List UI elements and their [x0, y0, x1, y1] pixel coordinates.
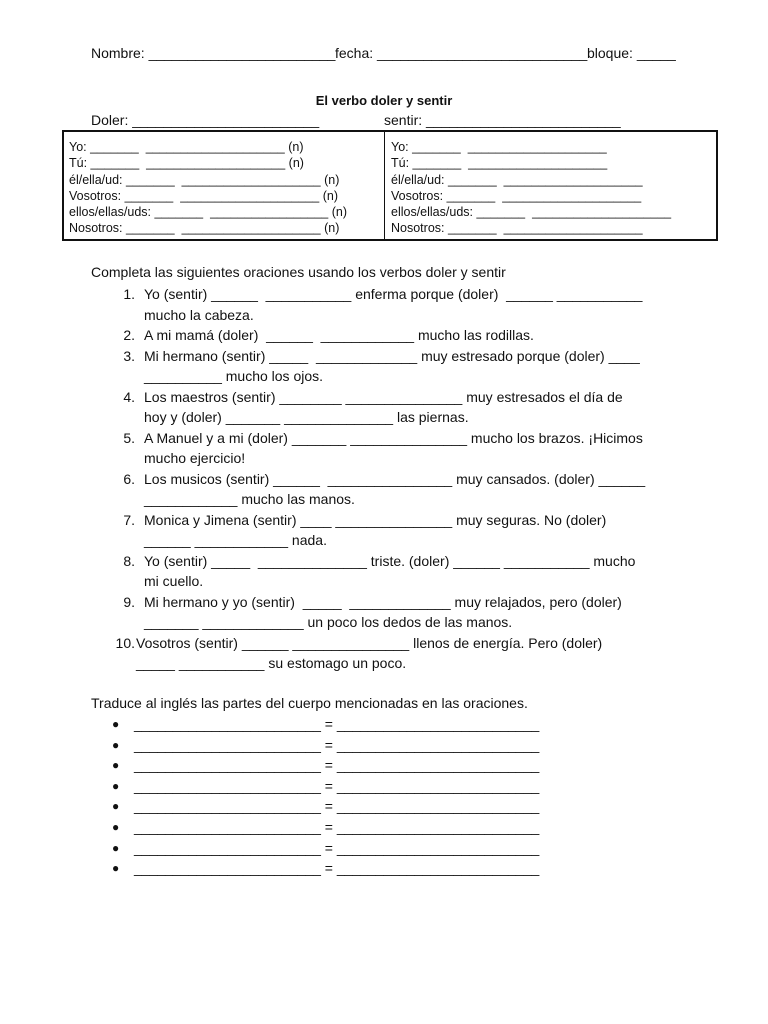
list-item: [112, 858, 539, 879]
sentence-text: Yo (sentir) ______ ___________ enferma porque (doler) ______ ___________ mucho la cabeza.: [144, 286, 643, 323]
sentence-text: Mi hermano y yo (sentir) _____ _____________ muy relajados, pero (doler) _______ _____________ un poco los dedos de las manos.: [144, 593, 622, 630]
item-number: 3.: [123, 347, 135, 364]
bullet-icon: ●: [112, 778, 120, 793]
table-row: Vosotros: _______ ____________________: [391, 188, 642, 203]
bullet-icon: ●: [112, 819, 120, 834]
list-item: [112, 755, 539, 776]
list-item: [112, 796, 539, 817]
translation-line: ________________________ = __________________________: [134, 839, 540, 856]
sentence-text: Los musicos (sentir) ______ ________________ muy cansados. (doler) ______ ____________ mucho las manos.: [144, 470, 646, 507]
completion-instructions: Completa las siguientes oraciones usando los verbos doler y sentir: [91, 264, 506, 280]
list-item: [91, 346, 711, 387]
bullet-icon: ●: [112, 861, 120, 876]
sentir-label: sentir: _________________________: [384, 112, 621, 128]
table-row: Vosotros: _______ ____________________ (n): [69, 188, 338, 203]
item-number: 2.: [123, 327, 135, 343]
table-row: él/ella/ud: _______ ____________________ (n): [69, 172, 340, 187]
table-row: él/ella/ud: _______ ____________________: [391, 172, 643, 187]
table-row: Nosotros: _______ ____________________: [391, 221, 643, 236]
sentence-text: A Manuel y a mi (doler) _______ _______________ mucho los brazos. ¡Hicimos mucho ejercicio!: [144, 429, 643, 466]
list-item: [91, 284, 711, 325]
list-item: [112, 838, 539, 859]
doler-label: Doler: ________________________: [91, 112, 320, 128]
bullet-icon: ●: [112, 799, 120, 814]
translation-list: [112, 714, 539, 879]
item-number: 1.: [123, 286, 135, 302]
bullet-icon: ●: [112, 840, 120, 855]
item-number: 10.: [115, 634, 135, 651]
nombre-field: Nombre: ________________________: [91, 45, 336, 61]
list-item: [112, 735, 539, 756]
table-row: Tú: _______ ____________________: [391, 156, 608, 171]
translate-instructions: Traduce al inglés las partes del cuerpo mencionadas en las oraciones.: [91, 695, 528, 711]
worksheet-title: El verbo doler y sentir: [315, 93, 453, 108]
sentir-conjugation-column: [391, 139, 671, 237]
fecha-field: fecha: ___________________________: [335, 45, 588, 61]
table-row: ellos/ellas/uds: _______ ____________________: [391, 205, 672, 220]
table-divider: [384, 132, 385, 239]
item-number: 4.: [123, 388, 135, 405]
list-item: [91, 428, 711, 469]
sentence-text: Mi hermano (sentir) _____ _____________ muy estresado porque (doler) ____ __________ mucho los ojos.: [144, 347, 640, 384]
translation-line: ________________________ = __________________________: [134, 777, 540, 794]
doler-conjugation-column: [69, 139, 347, 237]
sentence-text: A mi mamá (doler) ______ ____________ mucho las rodillas.: [144, 327, 534, 343]
translation-line: ________________________ = __________________________: [134, 818, 540, 835]
table-row: Yo: _______ ____________________: [391, 140, 607, 154]
sentence-list: [91, 284, 711, 674]
list-item: [91, 592, 711, 633]
bullet-icon: ●: [112, 737, 120, 752]
list-item: [91, 469, 711, 510]
item-number: 9.: [123, 593, 135, 610]
list-item: [91, 551, 711, 592]
list-item: [112, 714, 539, 735]
conjugation-table: [62, 130, 718, 241]
bullet-icon: ●: [112, 758, 120, 773]
list-item: [91, 325, 711, 346]
sentence-text: Los maestros (sentir) ________ _______________ muy estresados el día de hoy y (doler) _______ ______________ las piernas.: [144, 388, 623, 425]
item-number: 8.: [123, 552, 135, 569]
sentence-text: Yo (sentir) _____ ______________ triste. (doler) ______ ___________ mucho mi cuello.: [144, 552, 636, 589]
bloque-field: bloque: _____: [587, 45, 676, 61]
list-item: [91, 633, 711, 674]
table-row: Nosotros: _______ ____________________ (n): [69, 221, 340, 236]
sentence-text: Vosotros (sentir) ______ _______________ llenos de energía. Pero (doler) _____ ___________ su estomago un poco.: [136, 634, 603, 671]
list-item: [91, 510, 711, 551]
translation-line: ________________________ = __________________________: [134, 736, 540, 753]
item-number: 5.: [123, 429, 135, 446]
bullet-icon: ●: [112, 717, 120, 731]
translation-line: ________________________ = __________________________: [134, 757, 540, 774]
list-item: [112, 776, 539, 797]
item-number: 6.: [123, 470, 135, 487]
list-item: [91, 387, 711, 428]
table-row: ellos/ellas/uds: _______ _________________ (n): [69, 205, 348, 220]
table-row: Tú: _______ ____________________ (n): [69, 156, 304, 171]
translation-line: ________________________ = __________________________: [134, 798, 540, 815]
table-row: Yo: _______ ____________________ (n): [69, 140, 304, 154]
item-number: 7.: [123, 511, 135, 528]
translation-line: ________________________ = __________________________: [134, 716, 540, 732]
sentence-text: Monica y Jimena (sentir) ____ _______________ muy seguras. No (doler) ______ ____________ nada.: [144, 511, 607, 548]
translation-line: ________________________ = __________________________: [134, 860, 540, 877]
list-item: [112, 817, 539, 838]
